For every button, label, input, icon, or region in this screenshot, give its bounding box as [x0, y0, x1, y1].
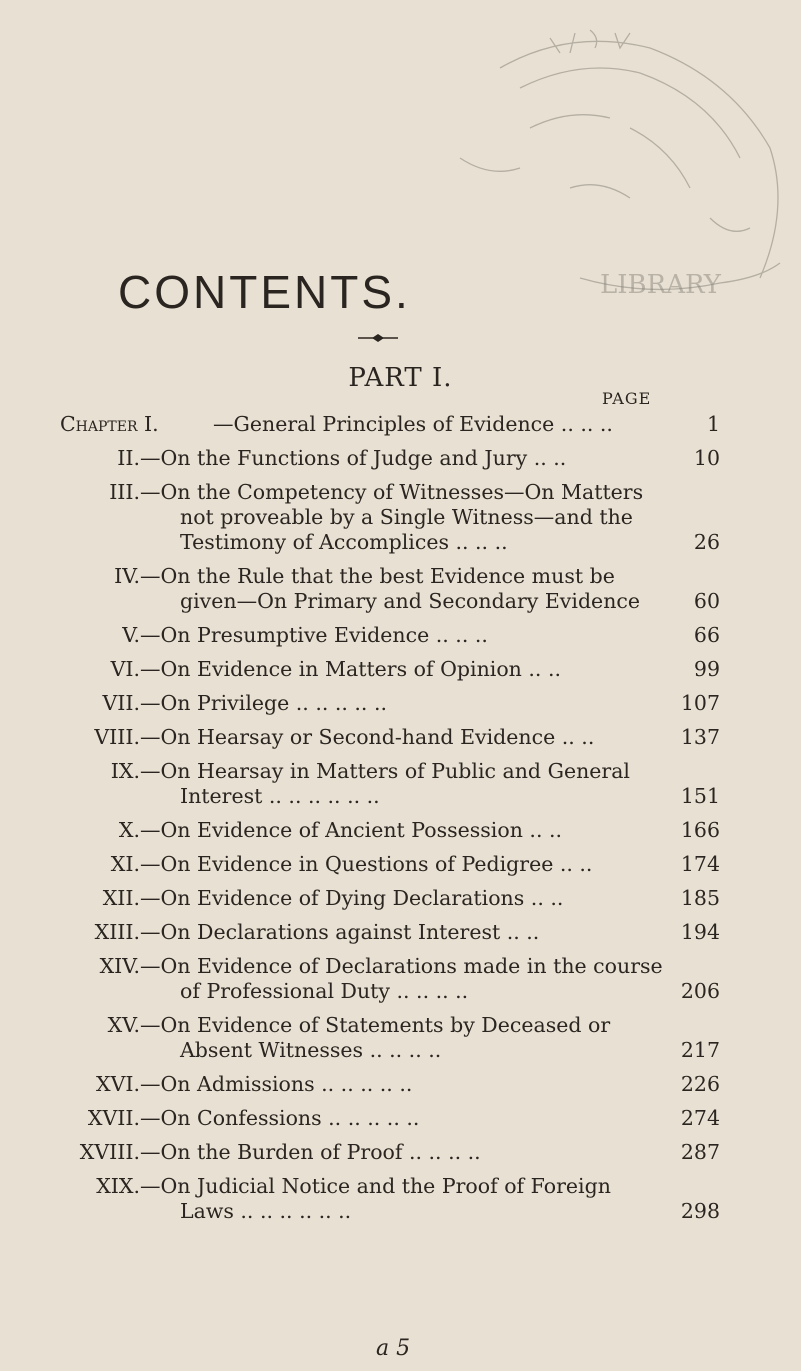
toc-entry [60, 920, 720, 945]
chapter-number: XI. [110, 852, 140, 876]
page-number: 226 [680, 1072, 720, 1096]
chapter-number: IX. [110, 759, 140, 783]
chapter-number: XV. [107, 1013, 140, 1037]
stamp-text: LIBRARY [600, 270, 721, 300]
page-number: 166 [680, 818, 720, 842]
entry-title-line: Absent Witnesses .. .. .. .. [180, 1038, 442, 1062]
chapter-number: IV. [114, 564, 140, 588]
toc-entry [60, 1140, 720, 1165]
toc-entry [60, 412, 720, 437]
entry-title-line: Interest .. .. .. .. .. .. [180, 784, 380, 808]
chapter-word: Chapter [60, 412, 145, 436]
part-title: PART I. [348, 363, 453, 393]
entry-title-line: —On Evidence of Dying Declarations .. .. [140, 886, 564, 910]
entry-title-line: —On Hearsay in Matters of Public and General [140, 759, 630, 783]
entry-title-line: —On Evidence of Statements by Deceased or [140, 1013, 611, 1037]
page-number: 274 [680, 1106, 720, 1130]
chapter-number: XVIII. [79, 1140, 140, 1164]
toc-entry [60, 852, 720, 877]
entry-title-line: —On Evidence in Matters of Opinion .. .. [140, 657, 561, 681]
chapter-number: II. [117, 446, 140, 470]
entry-title-line: —On Evidence of Declarations made in the course [140, 954, 663, 978]
chapter-number [60, 412, 159, 437]
toc-entry [60, 564, 720, 614]
toc-entry [60, 623, 720, 648]
toc-entry [60, 886, 720, 911]
chapter-number: XVI. [95, 1072, 140, 1096]
entry-title-line: —On the Functions of Judge and Jury .. .. [140, 446, 567, 470]
page-number: 287 [680, 1140, 720, 1164]
chapter-number: XIV. [99, 954, 140, 978]
toc-entry [60, 480, 720, 555]
entry-title-line: not proveable by a Single Witness—and the [180, 505, 633, 529]
entry-title-line: given—On Primary and Secondary Evidence [180, 589, 641, 613]
chapter-numeral: I. [144, 412, 159, 436]
entry-title-line: —On Evidence of Ancient Possession .. .. [140, 818, 563, 842]
entry-title-line: —On Declarations against Interest .. .. [140, 920, 540, 944]
page-number: 194 [680, 920, 720, 944]
page-number: 206 [680, 979, 720, 1003]
chapter-number: X. [118, 818, 140, 842]
toc-entry [60, 1174, 720, 1224]
entry-title-line: —General Principles of Evidence .. .. .. [213, 412, 613, 436]
chapter-number: XVII. [87, 1106, 140, 1130]
toc-entry [60, 446, 720, 471]
chapter-number: XII. [102, 886, 140, 910]
table-of-contents [60, 412, 720, 1224]
entry-title-line: —On the Rule that the best Evidence must be [140, 564, 615, 588]
entry-title-line: —On Evidence in Questions of Pedigree .. .. [140, 852, 593, 876]
library-stamp-watermark [430, 8, 800, 308]
page-number: 298 [680, 1199, 720, 1223]
entry-title-line: —On Admissions .. .. .. .. .. [140, 1072, 413, 1096]
page-number: 137 [680, 725, 720, 749]
entry-title-line: —On Presumptive Evidence .. .. .. [140, 623, 488, 647]
toc-entry [60, 759, 720, 809]
entry-title-line: —On Hearsay or Second-hand Evidence .. .. [140, 725, 595, 749]
toc-entry [60, 657, 720, 682]
page-number: 60 [693, 589, 720, 613]
toc-entry [60, 954, 720, 1004]
page-number: 185 [680, 886, 720, 910]
page-number: 151 [680, 784, 720, 808]
chapter-number: VII. [102, 691, 140, 715]
toc-entry [60, 818, 720, 843]
entry-title-line: —On Privilege .. .. .. .. .. [140, 691, 388, 715]
toc-entry [60, 1106, 720, 1131]
chapter-number: XIX. [96, 1174, 140, 1198]
page-number: 1 [706, 412, 720, 436]
chapter-number: VI. [110, 657, 140, 681]
entry-title-line: —On Confessions .. .. .. .. .. [140, 1106, 420, 1130]
toc-entry [60, 1013, 720, 1063]
toc-entry [60, 1072, 720, 1097]
page-number: 174 [680, 852, 720, 876]
entry-title-line: Laws .. .. .. .. .. .. [180, 1199, 352, 1223]
chapter-number: III. [109, 480, 140, 504]
page-number: 217 [680, 1038, 720, 1062]
page-number: 66 [693, 623, 720, 647]
page-number: 107 [680, 691, 720, 715]
ornamental-divider [358, 333, 398, 343]
page-column-label: PAGE [602, 389, 652, 408]
page-number: 99 [693, 657, 720, 681]
entry-title-line: —On Judicial Notice and the Proof of Foreign [140, 1174, 611, 1198]
chapter-number: XIII. [94, 920, 140, 944]
entry-title-line: —On the Competency of Witnesses—On Matters [140, 480, 644, 504]
page-number: 10 [693, 446, 720, 470]
toc-entry [60, 725, 720, 750]
page-number: 26 [693, 530, 720, 554]
entry-title-line: Testimony of Accomplices .. .. .. [180, 530, 508, 554]
entry-title-line: of Professional Duty .. .. .. .. [180, 979, 469, 1003]
chapter-number: V. [122, 623, 140, 647]
contents-heading: CONTENTS. [118, 266, 411, 318]
chapter-number: VIII. [94, 725, 140, 749]
signature-mark: a 5 [376, 1336, 411, 1361]
toc-entry [60, 691, 720, 716]
entry-title-line: —On the Burden of Proof .. .. .. .. [140, 1140, 481, 1164]
